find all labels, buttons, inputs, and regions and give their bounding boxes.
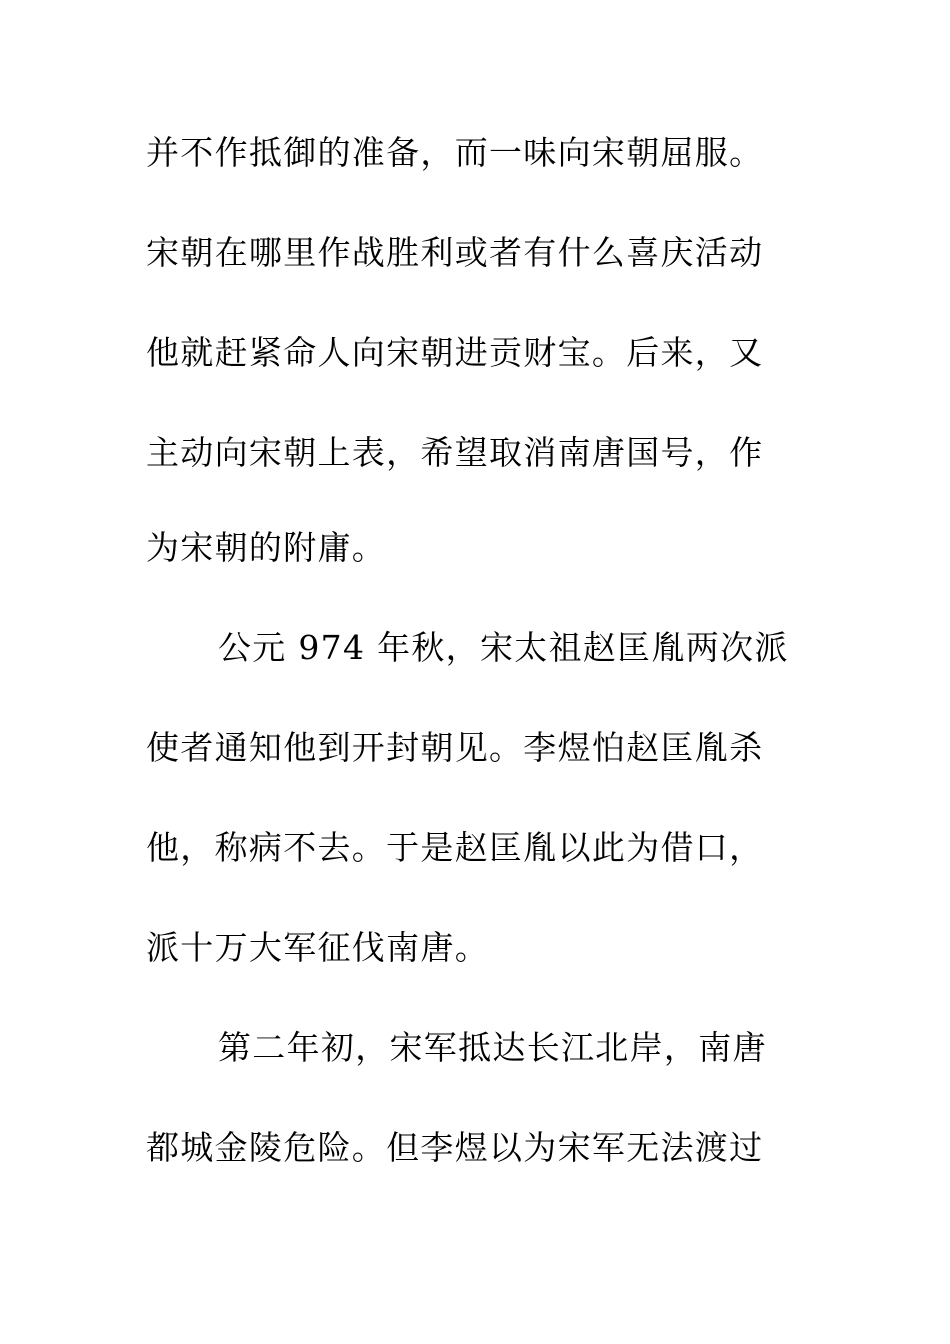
text-line: 都城金陵危险。但李煜以为宋军无法渡过 <box>146 1128 764 1167</box>
text-line: 并不作抵御的准备，而一味向宋朝屈服。 <box>146 133 764 172</box>
text-line: 为宋朝的附庸。 <box>146 528 387 567</box>
paragraph-first-line: 第二年初，宋军抵达长江北岸，南唐 <box>218 1028 767 1067</box>
text-line: 他就赶紧命人向宋朝进贡财宝。后来，又 <box>146 333 764 372</box>
text-line: 他，称病不去。于是赵匡胤以此为借口， <box>146 828 764 867</box>
text-line: 宋朝在哪里作战胜利或者有什么喜庆活动 <box>146 233 764 272</box>
paragraph-first-line: 公元 974 年秋，宋太祖赵匡胤两次派 <box>218 628 789 667</box>
text-line: 派十万大军征伐南唐。 <box>146 928 489 967</box>
text-line: 使者通知他到开封朝见。李煜怕赵匡胤杀 <box>146 728 764 767</box>
text-line: 主动向宋朝上表，希望取消南唐国号，作 <box>146 433 764 472</box>
